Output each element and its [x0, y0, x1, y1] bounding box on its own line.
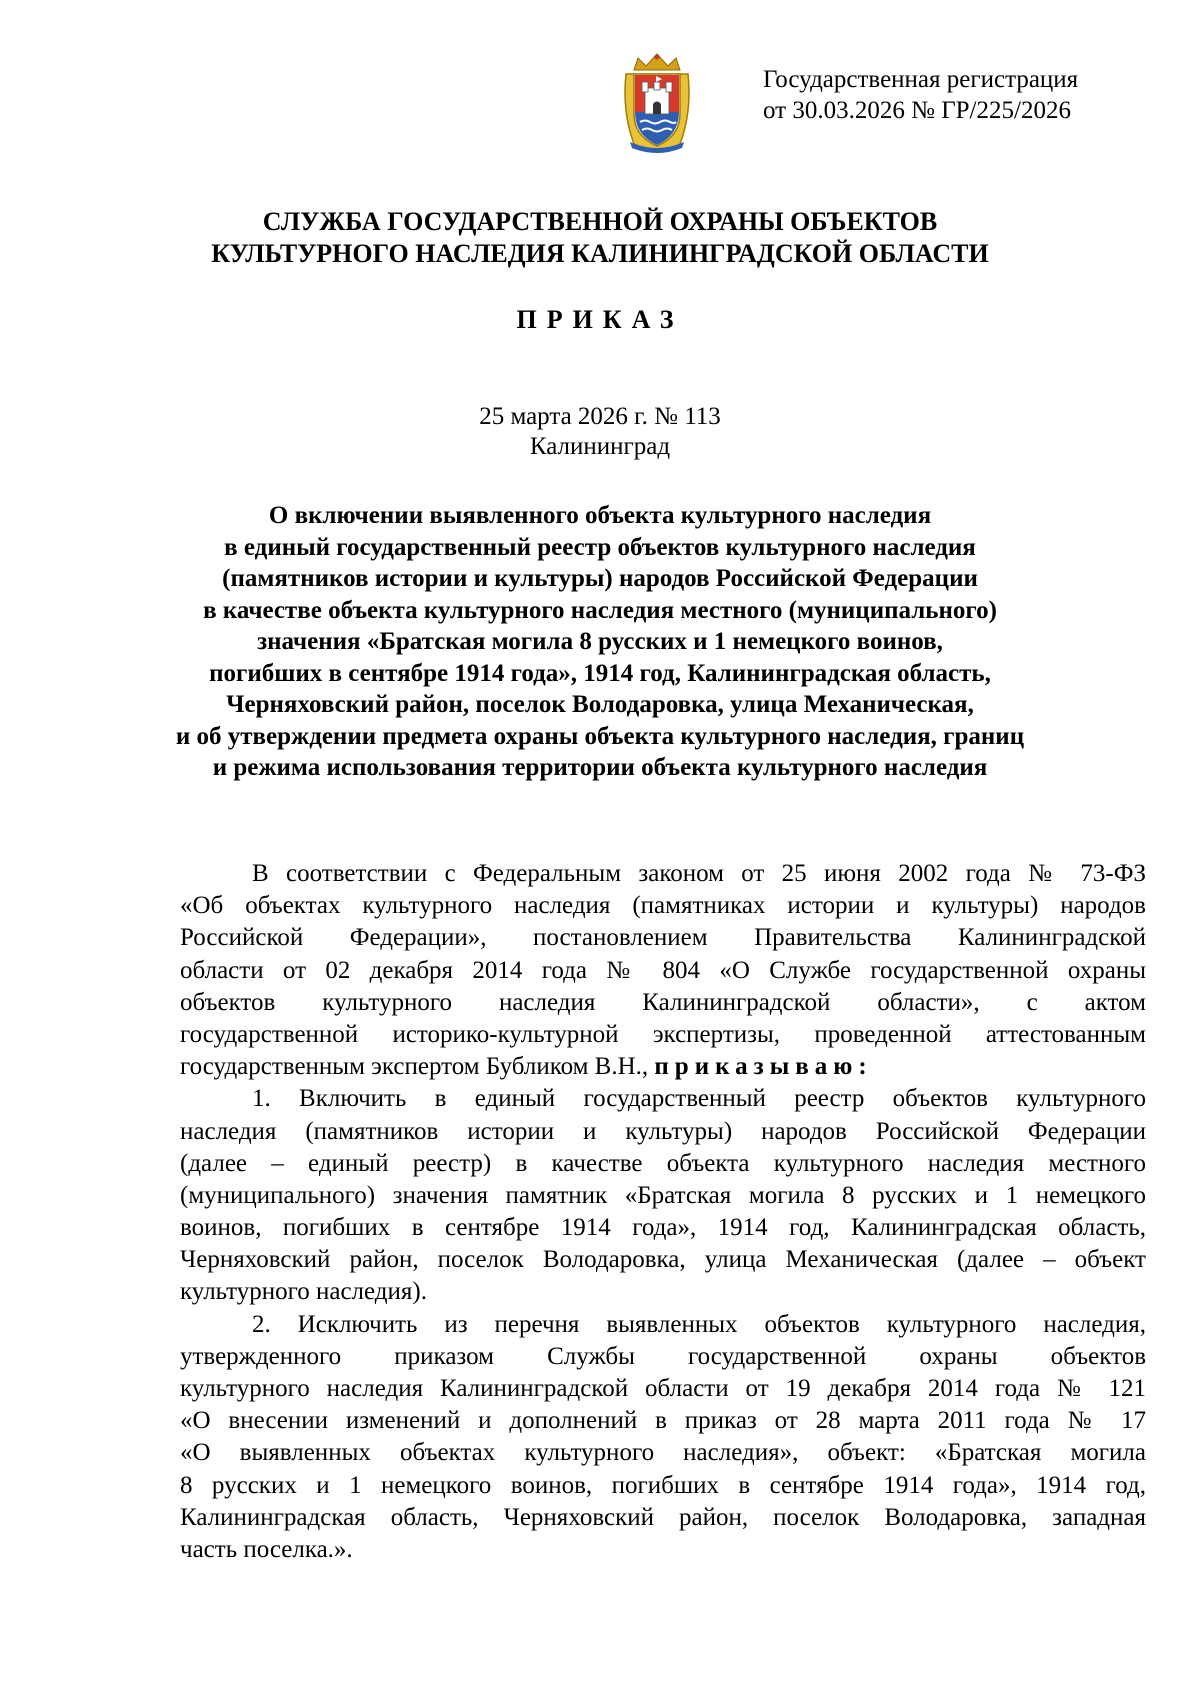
item-1-line: (муниципального) значения памятник «Братская могила 8 русских и 1 немецкого — [180, 1181, 1146, 1209]
subject-line: и режима использования территории объекта культурного наследия — [212, 754, 988, 781]
state-registration — [763, 64, 1078, 126]
registration-line-2: от 30.03.2026 № ГР/225/2026 — [763, 97, 1071, 124]
item-2-line: часть поселка.». — [180, 1535, 353, 1563]
subject-line: погибших в сентябре 1914 года», 1914 год, Калининградская область, — [209, 659, 991, 687]
order-word: приказываю: — [654, 1053, 873, 1081]
item-1-line: Черняховский район, поселок Володаровка, улица Механическая (далее – объект — [180, 1246, 1146, 1274]
preamble-line: В соответствии с Федеральным законом от 25 июня 2002 года № 73-ФЗ — [252, 860, 1146, 887]
subject-line: в единый государственный реестр объектов культурного наследия — [224, 533, 976, 561]
organization-title — [0, 206, 1200, 270]
item-2-line: «О внесении изменений и дополнений в приказ от 28 марта 2011 года № 17 — [180, 1407, 1146, 1435]
preamble-last-line — [180, 1051, 1146, 1083]
item-1-line: (далее – единый реестр) в качестве объекта культурного наследия местного — [180, 1149, 1146, 1177]
item-1-line: 1. Включить в единый государственный реестр объектов культурного — [252, 1085, 1146, 1113]
document-date-number: 25 марта 2026 г. № 113 — [479, 403, 721, 430]
document-body — [180, 858, 1146, 1566]
preamble-line: Российской Федерации», постановлением Правительства Калининградской — [180, 924, 1146, 952]
kaliningrad-coat-of-arms-icon — [620, 52, 694, 154]
subject-line: значения «Братская могила 8 русских и 1 немецкого воинов, — [257, 628, 943, 655]
item-2-line: 2. Исключить из перечня выявленных объектов культурного наследия, — [252, 1310, 1146, 1338]
item-2-line: Калининградская область, Черняховский район, поселок Володаровка, западная — [180, 1503, 1146, 1531]
item-2-line: культурного наследия Калининградской области от 19 декабря 2014 года № 121 — [180, 1375, 1146, 1402]
item-2-line: утвержденного приказом Службы государственной охраны объектов — [180, 1342, 1146, 1370]
document-date-block — [0, 402, 1200, 462]
subject-line: в качестве объекта культурного наследия местного (муниципального) — [203, 596, 997, 624]
subject-line: и об утверждении предмета охраны объекта культурного наследия, границ — [175, 722, 1025, 750]
subject-line: О включении выявленного объекта культурного наследия — [268, 502, 932, 529]
preamble-line: «Об объектах культурного наследия (памятниках истории и культуры) народов — [180, 892, 1146, 920]
item-2-line: 8 русских и 1 немецкого воинов, погибших в сентябре 1914 года», 1914 год, — [180, 1471, 1146, 1499]
preamble-last-line-text: государственным экспертом Бубликом В.Н., — [180, 1053, 649, 1081]
subject-line: (памятников истории и культуры) народов Российской Федерации — [222, 565, 978, 592]
subject-line: Черняховский район, поселок Володаровка, улица Механическая, — [226, 691, 974, 718]
preamble-line: государственной историко-культурной экспертизы, проведенной аттестованным — [180, 1020, 1146, 1048]
organization-line-1: СЛУЖБА ГОСУДАРСТВЕННОЙ ОХРАНЫ ОБЪЕКТОВ — [262, 207, 938, 236]
document-type: ПРИКАЗ — [516, 305, 684, 334]
item-1-line: наследия (памятников истории и культуры) народов Российской Федерации — [180, 1117, 1146, 1145]
preamble-line: объектов культурного наследия Калининградской области», с актом — [180, 988, 1146, 1016]
registration-line-1: Государственная регистрация — [763, 66, 1079, 93]
document-city: Калининград — [529, 433, 671, 460]
item-1-line: воинов, погибших в сентябре 1914 года», 1914 год, Калининградская область, — [180, 1214, 1146, 1242]
item-2-line: «О выявленных объектах культурного наследия», объект: «Братская могила — [180, 1439, 1146, 1467]
document-subject — [0, 500, 1200, 784]
item-1-line: культурного наследия). — [180, 1278, 427, 1306]
organization-line-2: КУЛЬТУРНОГО НАСЛЕДИЯ КАЛИНИНГРАДСКОЙ ОБЛАСТИ — [211, 239, 989, 268]
preamble-line: области от 02 декабря 2014 года № 804 «О Службе государственной охраны — [180, 956, 1146, 984]
